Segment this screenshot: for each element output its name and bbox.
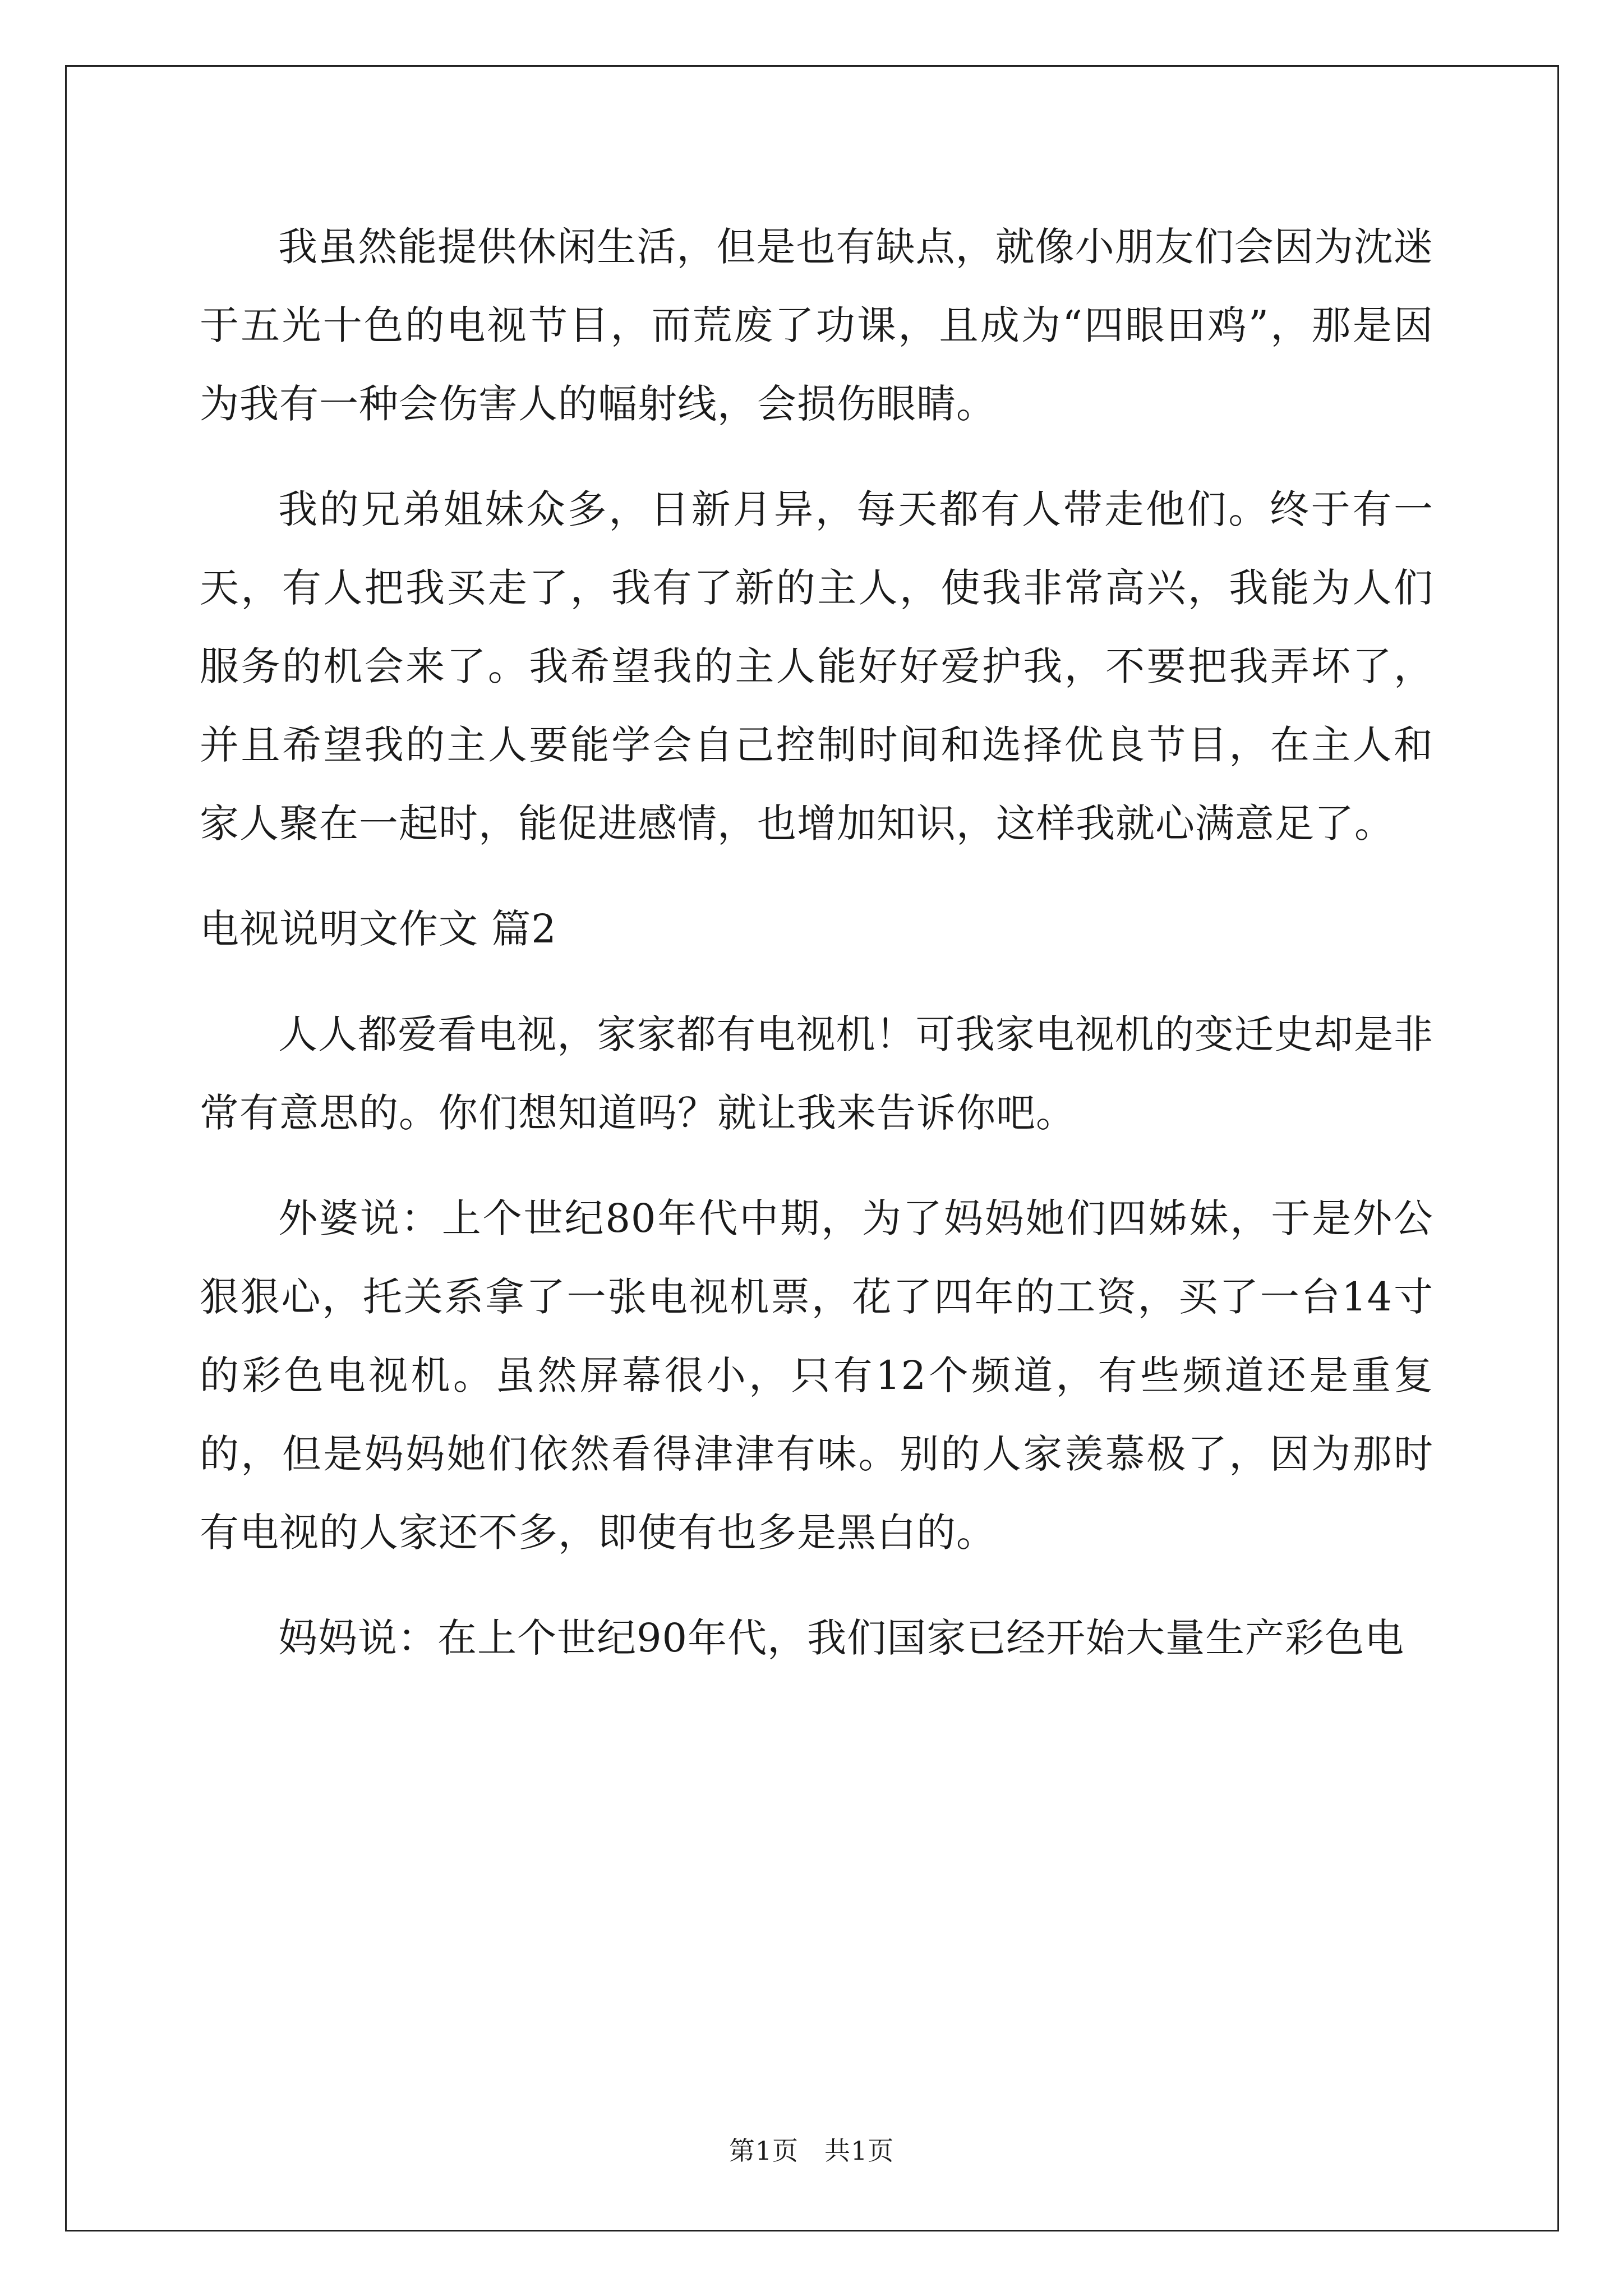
section-heading: 电视说明文作文 篇2 <box>200 906 557 952</box>
page-total: 共1页 <box>824 2136 895 2166</box>
page-footer <box>0 2134 1623 2168</box>
paragraph: 妈妈说：在上个世纪90年代，我们国家已经开始大量生产彩色电 <box>278 1615 1405 1661</box>
paragraph: 我虽然能提供休闲生活，但是也有缺点，就像小朋友们会因为沈迷于五光十色的电视节目，而荒废了功课，且成为“四眼田鸡”，那是因为我有一种会伤害人的幅射线，会损伤眼睛。 <box>200 224 1433 427</box>
page-number: 第1页 <box>728 2136 799 2166</box>
paragraph: 人人都爱看电视，家家都有电视机！可我家电视机的变迁史却是非常有意思的。你们想知道吗？就让我来告诉你吧。 <box>200 1011 1433 1136</box>
document-body <box>200 208 1433 1704</box>
paragraph: 我的兄弟姐妹众多，日新月异，每天都有人带走他们。终于有一天，有人把我买走了，我有了新的主人，使我非常高兴，我能为人们服务的机会来了。我希望我的主人能好好爱护我，不要把我弄坏了，并且希望我的主人要能学会自己控制时间和选择优良节目，在主人和家人聚在一起时，能促进感情，也增加知识，这样我就心满意足了。 <box>200 486 1433 846</box>
paragraph: 外婆说：上个世纪80年代中期，为了妈妈她们四姊妹，于是外公狠狠心，托关系拿了一张电视机票，花了四年的工资，买了一台14寸的彩色电视机。虽然屏幕很小，只有12个频道，有些频道还是重复的，但是妈妈她们依然看得津津有味。别的人家羡慕极了，因为那时有电视的人家还不多，即使有也多是黑白的。 <box>200 1195 1433 1556</box>
